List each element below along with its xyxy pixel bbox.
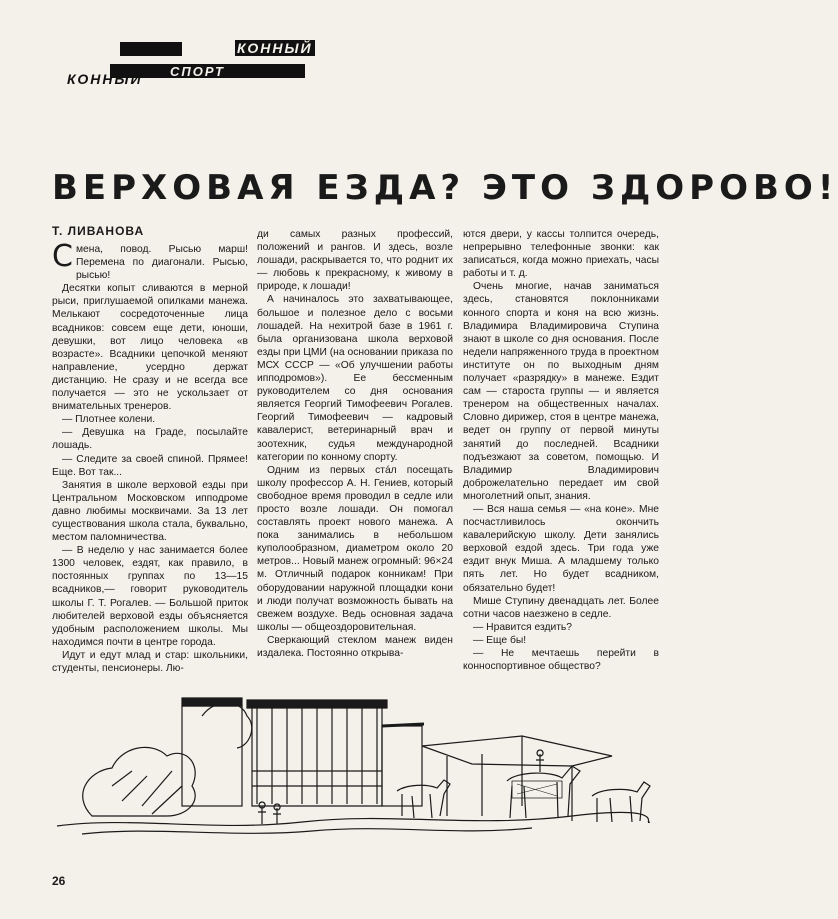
paragraph: Десятки копыт сливаются в мерной рыси, приглушаемой опилками манежа. Мелькают сосредоточенные лица всадников: совсем еще дети, юноши, девушки, вот лицо человека «в возрасте». Всадники цепочкой меняют направление, усердно держат дистанцию. Не сразу и не всегда все получается — это не ускользает от внимательных тренеров. [52, 283, 248, 413]
text-column-3 [463, 228, 659, 673]
section-rubric [65, 28, 335, 87]
rubric-word-sport: СПОРТ [170, 64, 225, 79]
paragraph: Мише Ступину двенадцать лет. Более сотни часов наезжено в седле. [463, 595, 659, 620]
paragraph: Занятия в школе верховой езды при Центральном Московском ипподроме давно любимы москвичами. За 13 лет существования школа стала, буквально, местом паломничества. [52, 479, 248, 544]
paragraph: Идут и едут млад и стар: школьники, студенты, пенсионеры. Лю- [52, 649, 248, 674]
rubric-bar [120, 42, 182, 56]
paragraph: — Вся наша семья — «на коне». Мне посчастливилось окончить кавалерийскую школу. Дети занялись верховой ездой здесь. Три года уже ездит внук Миша. А младшему только пять лет. Но будет всадником, обязательно будет! [463, 503, 659, 594]
text-column-1 [52, 239, 248, 675]
arena-sketch-illustration [52, 676, 652, 846]
article-title: ВЕРХОВАЯ ЕЗДА? ЭТО ЗДОРОВО! [52, 168, 838, 208]
text-column-2 [257, 228, 453, 660]
page-number: 26 [52, 874, 66, 888]
paragraph: Очень многие, начав заниматься здесь, становятся поклонниками конного спорта и коня на всю жизнь. Владимира Владимировича Ступина знают в школе со дня основания. После недели напряженного труда в проектном институте он по выходным дням получает «разрядку» в манеже. Ездит сам — староста группы — и является тренером на общественных началах. Словно дирижер, стоя в центре манежа, ведет он группу от первой минуты занятий до последней. Всадники подъезжают за советом, помощью. И Владимир Владимирович доброжелательно передает им свой многолетний опыт, знания. [463, 281, 659, 502]
paragraph: — Плотнее колени. [62, 414, 156, 426]
article-author: Т. ЛИВАНОВА [52, 224, 145, 238]
paragraph: — Нравится ездить? [473, 621, 573, 633]
paragraph: Смена, повод. Рысью марш! Перемена по диагонали. Рысью, рысью! [52, 239, 248, 282]
paragraph: — Следите за своей спиной. Прямее! Еще. Вот так... [52, 453, 248, 478]
rubric-word-konny-bottom: КОННЫЙ [67, 71, 143, 87]
rubric-word-konny-top: КОННЫЙ [237, 40, 313, 56]
paragraph: Сверкающий стеклом манеж виден издалека. Постоянно открыва- [257, 634, 453, 659]
paragraph: ются двери, у кассы толпится очередь, непрерывно телефонные звонки: как записаться, когда можно приехать, часы работы и т. д. [463, 229, 659, 280]
drop-cap: С [52, 239, 73, 274]
paragraph: — В неделю у нас занимается более 1300 человек, ездят, как правило, в постоянных группах по 13—15 всадников,— говорит руководитель школы Г. Т. Рогалев. — Большой приток любителей верховой езды объясняется удобным расположением школы. Мы находимся почти в центре города. [52, 545, 248, 648]
paragraph: ди самых разных профессий, положений и рангов. И здесь, возле лошади, раскрывается то, что роднит их — любовь к прекрасному, к живому в природе, к лошади! [257, 229, 453, 293]
paragraph: Одним из первых стáл посещать школу профессор А. Н. Гениев, который свободное время проводил в седле или просто возле лошади. Он помогал составлять проект нового манежа. А пока занимались в небольшом куполообразном, диаметром около 20 метров... Новый манеж огромный: 96×24 м. Отличный подарок конникам! При оборудовании наружной площадки кони и люди получат возможность бывать на свежем воздухе. Ведь основная задача школы — общеоздоровительная. [257, 464, 453, 633]
paragraph: А начиналось это захватывающее, большое и полезное дело с восьми лошадей. На нехитрой базе в 1961 г. была организована школа верховой езды при ЦМИ (на основании приказа по МСХ СССР — «Об улучшении работы ипподромов»). Ее бессменным руководителем со дня основания является Георгий Тимофеевич Рогалев. Георгий Тимофеевич — кадровый кавалерист, ветеринарный врач и зоотехник, судья международной категории по конному спорту. [257, 294, 453, 463]
paragraph: — Не мечтаешь перейти в конноспортивное общество? [463, 648, 659, 673]
paragraph: — Еще бы! [473, 634, 527, 646]
paragraph: — Девушка на Граде, посылайте лошадь. [52, 427, 248, 452]
